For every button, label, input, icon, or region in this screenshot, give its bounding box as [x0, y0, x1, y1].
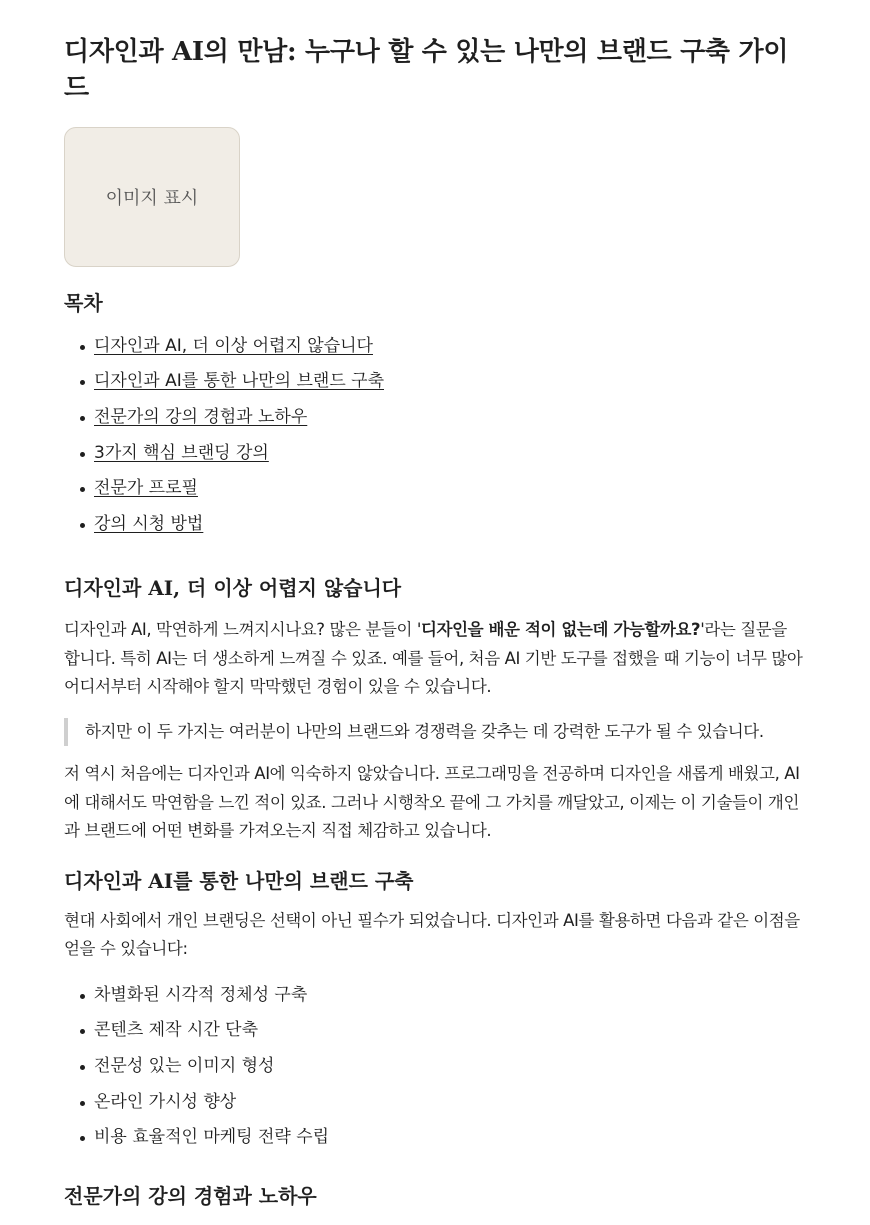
blockquote	[64, 718, 806, 747]
image-placeholder-label: 이미지 표시	[105, 187, 199, 209]
benefits-list	[64, 978, 806, 1156]
toc-link-three-lectures[interactable]: 3가지 핵심 브랜딩 강의	[94, 442, 269, 463]
paragraph-text: '라는 질문을 합니다. 특히 AI는 더 생소하게 느껴질 수 있죠. 예를 들어, 처음 AI 기반 도구를 접했을 때 기능이 너무 많아 어디서부터 시작해야 할지 막막했던 경험이 있을 수 있습니다.	[64, 620, 803, 697]
list-item: 비용 효율적인 마케팅 전략 수립	[94, 1120, 806, 1156]
toc-item	[94, 329, 806, 365]
toc-link-expert-profile[interactable]: 전문가 프로필	[94, 478, 198, 499]
list-item: 전문성 있는 이미지 형성	[94, 1049, 806, 1085]
toc-item	[94, 471, 806, 507]
toc-link-brand-building[interactable]: 디자인과 AI를 통한 나만의 브랜드 구축	[94, 371, 384, 392]
section1-paragraph-2: 저 역시 처음에는 디자인과 AI에 익숙하지 않았습니다. 프로그래밍을 전공하며 디자인을 새롭게 배웠고, AI에 대해서도 막연함을 느낀 적이 있죠. 그러나 시행착오 끝에 그 가치를 깨달았고, 이제는 이 기술들이 개인과 브랜드에 어떤 변화를 가져오는지 직접 체감하고 있습니다.	[64, 764, 800, 841]
section-heading-expert-experience: 전문가의 강의 경험과 노하우	[64, 1183, 317, 1208]
toc-list	[64, 329, 806, 543]
quote-text: 하지만 이 두 가지는 여러분이 나만의 브랜드와 경쟁력을 갖추는 데 강력한 도구가 될 수 있습니다.	[85, 721, 764, 741]
paragraph-text: 디자인과 AI, 막연하게 느껴지시나요? 많은 분들이 '	[64, 620, 422, 640]
page-title: 디자인과 AI의 만남: 누구나 할 수 있는 나만의 브랜드 구축 가이드	[64, 37, 789, 103]
toc-link-how-to-watch[interactable]: 강의 시청 방법	[94, 513, 204, 534]
toc-link-design-ai[interactable]: 디자인과 AI, 더 이상 어렵지 않습니다	[94, 335, 373, 356]
toc-item	[94, 507, 806, 543]
list-item: 온라인 가시성 향상	[94, 1085, 806, 1121]
toc-heading: 목차	[64, 290, 103, 315]
list-item: 차별화된 시각적 정체성 구축	[94, 978, 806, 1014]
toc-link-expert-experience[interactable]: 전문가의 강의 경험과 노하우	[94, 406, 308, 427]
toc-item	[94, 436, 806, 472]
paragraph-emphasis: 디자인을 배운 적이 없는데 가능할까요?	[421, 620, 701, 640]
image-placeholder	[64, 127, 240, 267]
toc-item	[94, 400, 806, 436]
toc-item	[94, 364, 806, 400]
section1-paragraph-1	[64, 616, 806, 702]
section-heading-brand-building: 디자인과 AI를 통한 나만의 브랜드 구축	[64, 868, 414, 893]
list-item: 콘텐츠 제작 시간 단축	[94, 1013, 806, 1049]
section-heading-design-ai: 디자인과 AI, 더 이상 어렵지 않습니다	[64, 576, 402, 601]
section2-paragraph-1: 현대 사회에서 개인 브랜딩은 선택이 아닌 필수가 되었습니다. 디자인과 AI를 활용하면 다음과 같은 이점을 얻을 수 있습니다:	[64, 910, 800, 959]
